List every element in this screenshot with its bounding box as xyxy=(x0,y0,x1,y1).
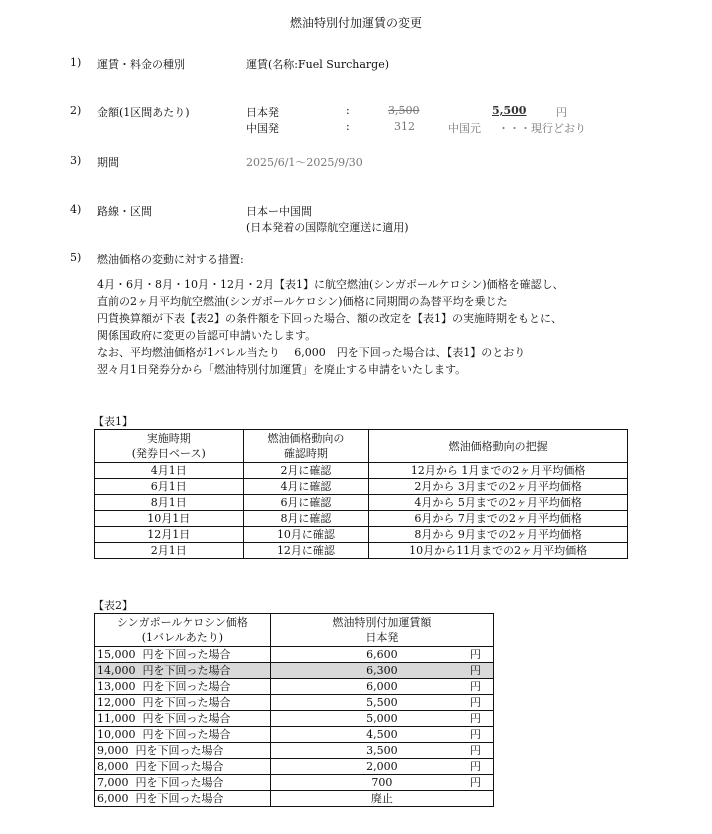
condition-text: 円を下回った場合 xyxy=(135,760,224,773)
table2-header: 燃油特別付加運賃額 日本発 xyxy=(270,614,493,647)
measure-paragraph xyxy=(97,276,564,378)
table-cell xyxy=(270,743,493,759)
item-1-value: 運賃(名称:Fuel Surcharge) xyxy=(246,58,390,71)
condition-text: 円を下回った場合 xyxy=(142,648,231,661)
price-value: 8,000 xyxy=(97,760,129,773)
price-value: 9,000 xyxy=(97,744,129,757)
item-4-value: 日本ー中国間 xyxy=(246,205,312,218)
table-cell xyxy=(95,663,271,679)
table2-header: シンガポールケロシン価格 (1バレルあたり) xyxy=(95,614,271,647)
item-5-label: 燃油価格の変動に対する措置: xyxy=(97,253,244,266)
condition-text: 円を下回った場合 xyxy=(142,728,231,741)
item-2-label: 金額(1区間あたり) xyxy=(97,106,190,119)
table-row xyxy=(95,727,494,743)
table-cell xyxy=(270,647,493,663)
table-cell: 10月に確認 xyxy=(243,527,369,543)
yen-unit: 円 xyxy=(470,760,481,773)
price-value: 6,000 xyxy=(97,792,129,805)
item-3-number: 3) xyxy=(70,154,82,167)
table-cell xyxy=(270,663,493,679)
amount-china: 312 xyxy=(394,120,415,133)
table1 xyxy=(94,429,628,559)
amount-value: 700 xyxy=(371,776,393,789)
yen-unit: 円 xyxy=(470,712,481,725)
table-cell: 4月から 5月までの2ヶ月平均価格 xyxy=(369,495,628,511)
price-value: 14,000 xyxy=(97,664,136,677)
price-value: 15,000 xyxy=(97,648,136,661)
yen-unit: 円 xyxy=(470,776,481,789)
table-cell xyxy=(270,775,493,791)
table-cell xyxy=(95,791,271,807)
amount-colon: : xyxy=(346,120,350,133)
item-1-label: 運賃・料金の種別 xyxy=(97,58,185,71)
yen-unit: 円 xyxy=(470,648,481,661)
amount-value: 2,000 xyxy=(366,760,398,773)
amount-unit-cny: 中国元 xyxy=(448,122,481,135)
table1-caption: 【表1】 xyxy=(93,415,133,428)
table-row xyxy=(95,791,494,807)
table-cell: 8月1日 xyxy=(95,495,244,511)
amount-new-japan: 5,500 xyxy=(492,104,527,117)
table-row xyxy=(95,679,494,695)
item-2-number: 2) xyxy=(70,104,82,117)
table-row xyxy=(95,527,628,543)
condition-text: 円を下回った場合 xyxy=(135,744,224,757)
yen-unit: 円 xyxy=(470,728,481,741)
table-row xyxy=(95,543,628,559)
paragraph-line: 翌々月1日発券分から「燃油特別付加運賃」を廃止する申請をいたします。 xyxy=(97,363,467,376)
table-row xyxy=(95,495,628,511)
price-value: 11,000 xyxy=(97,712,136,725)
table-row xyxy=(95,775,494,791)
table-cell: 2月1日 xyxy=(95,543,244,559)
amount-origin-japan: 日本発 xyxy=(246,106,279,119)
table-cell: 10月1日 xyxy=(95,511,244,527)
item-3-value: 2025/6/1～2025/9/30 xyxy=(246,156,363,169)
amount-unit-yen: 円 xyxy=(556,106,567,119)
paragraph-line: なお、平均燃油価格が1バレル当たり 6,000 円を下回った場合は、【表1】のとおり xyxy=(97,346,526,359)
paragraph-line: 関係国政府に変更の旨認可申請いたします。 xyxy=(97,329,317,342)
paragraph-line: 円貨換算額が下表【表2】の条件額を下回った場合、額の改定を【表1】の実施時期をもとに、 xyxy=(97,312,562,325)
table-row xyxy=(95,743,494,759)
amount-old-japan: 3,500 xyxy=(388,104,420,117)
table-cell: 12月に確認 xyxy=(243,543,369,559)
table-row xyxy=(95,695,494,711)
table-cell xyxy=(270,727,493,743)
table-cell: 2月に確認 xyxy=(243,463,369,479)
table-cell: 8月から 9月までの2ヶ月平均価格 xyxy=(369,527,628,543)
table-cell xyxy=(95,727,271,743)
amount-note: ・・・現行どおり xyxy=(498,122,586,135)
page-title: 燃油特別付加運賃の変更 xyxy=(289,16,422,30)
item-4-label: 路線・区間 xyxy=(97,205,152,218)
table-cell xyxy=(95,743,271,759)
condition-text: 円を下回った場合 xyxy=(142,696,231,709)
table-cell xyxy=(270,791,493,807)
yen-unit: 円 xyxy=(470,664,481,677)
table-cell xyxy=(270,679,493,695)
table2 xyxy=(94,613,494,807)
item-3-label: 期間 xyxy=(97,156,119,169)
table-cell: 6月に確認 xyxy=(243,495,369,511)
paragraph-line: 4月・6月・8月・10月・12月・2月【表1】に航空燃油(シンガポールケロシン)価格を確認し、 xyxy=(97,278,564,291)
amount-origin-china: 中国発 xyxy=(246,122,279,135)
yen-unit: 円 xyxy=(470,744,481,757)
yen-unit: 円 xyxy=(470,680,481,693)
table-row xyxy=(95,663,494,679)
table-cell xyxy=(270,711,493,727)
table-cell: 8月に確認 xyxy=(243,511,369,527)
table-row xyxy=(95,463,628,479)
table-cell xyxy=(270,759,493,775)
table-cell xyxy=(95,695,271,711)
table-cell: 6月から 7月までの2ヶ月平均価格 xyxy=(369,511,628,527)
amount-value: 廃止 xyxy=(370,792,393,805)
table-cell: 6月1日 xyxy=(95,479,244,495)
table-cell xyxy=(95,679,271,695)
table-cell: 10月から11月までの2ヶ月平均価格 xyxy=(369,543,628,559)
amount-value: 5,000 xyxy=(366,712,398,725)
price-value: 13,000 xyxy=(97,680,136,693)
item-4-sub: (日本発着の国際航空運送に適用) xyxy=(246,221,409,234)
table-cell: 12月1日 xyxy=(95,527,244,543)
amount-colon: : xyxy=(346,104,350,117)
amount-value: 4,500 xyxy=(366,728,398,741)
table-row xyxy=(95,647,494,663)
table1-header: 燃油価格動向の把握 xyxy=(369,430,628,463)
condition-text: 円を下回った場合 xyxy=(142,664,231,677)
item-4-number: 4) xyxy=(70,203,82,216)
table1-header: 実施時期 (発券日ベース) xyxy=(95,430,244,463)
price-value: 10,000 xyxy=(97,728,136,741)
table-cell: 4月1日 xyxy=(95,463,244,479)
table1-header: 燃油価格動向の 確認時期 xyxy=(243,430,369,463)
amount-value: 6,600 xyxy=(366,648,398,661)
table-row xyxy=(95,759,494,775)
table-cell: 2月から 3月までの2ヶ月平均価格 xyxy=(369,479,628,495)
table-cell xyxy=(95,647,271,663)
price-value: 7,000 xyxy=(97,776,129,789)
table2-caption: 【表2】 xyxy=(93,599,133,612)
amount-value: 3,500 xyxy=(366,744,398,757)
condition-text: 円を下回った場合 xyxy=(142,712,231,725)
item-1-number: 1) xyxy=(70,56,82,69)
item-5-number: 5) xyxy=(70,251,82,264)
table-row xyxy=(95,711,494,727)
table-cell xyxy=(270,695,493,711)
table-row xyxy=(95,479,628,495)
condition-text: 円を下回った場合 xyxy=(142,680,231,693)
table-cell xyxy=(95,759,271,775)
table-row xyxy=(95,511,628,527)
price-value: 12,000 xyxy=(97,696,136,709)
table-cell xyxy=(95,711,271,727)
condition-text: 円を下回った場合 xyxy=(135,792,224,805)
table-cell: 12月から 1月までの2ヶ月平均価格 xyxy=(369,463,628,479)
paragraph-line: 直前の2ヶ月平均航空燃油(シンガポールケロシン)価格に同期間の為替平均を乗じた xyxy=(97,295,508,308)
yen-unit: 円 xyxy=(470,696,481,709)
condition-text: 円を下回った場合 xyxy=(135,776,224,789)
amount-value: 6,300 xyxy=(366,664,398,677)
table-cell: 4月に確認 xyxy=(243,479,369,495)
amount-value: 5,500 xyxy=(366,696,398,709)
table-cell xyxy=(95,775,271,791)
amount-value: 6,000 xyxy=(366,680,398,693)
